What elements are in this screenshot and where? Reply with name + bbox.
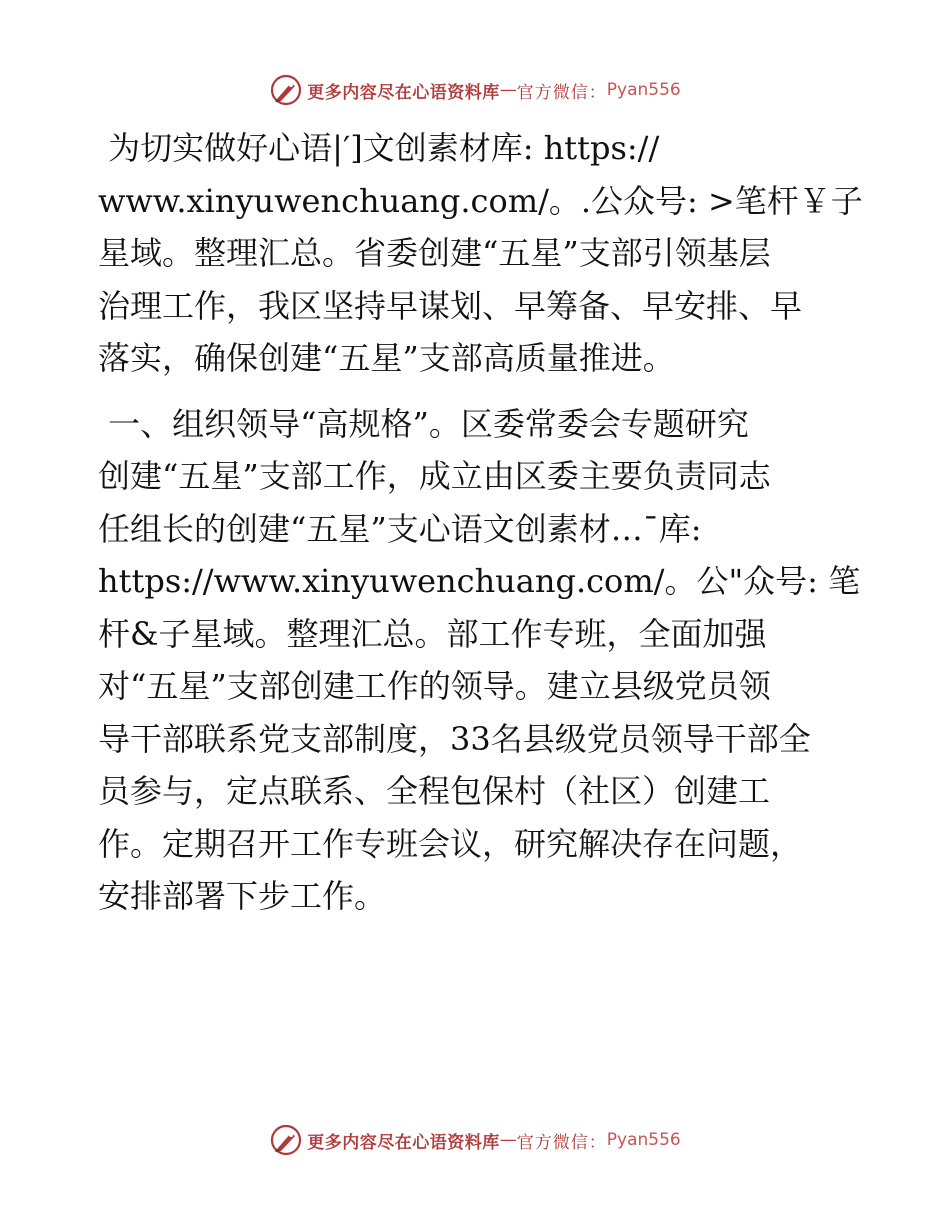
header-watermark (0, 70, 950, 110)
watermark-separator: — (499, 1130, 517, 1150)
paragraph-1 (98, 122, 863, 385)
watermark-text: 更多内容尽在心语资料库 (307, 82, 500, 103)
paragraph-2 (98, 398, 861, 923)
wechat-id: Pyan556 (606, 80, 681, 100)
text-line: 对“五星”支部创建工作的领导。建立县级党员领 (98, 667, 771, 705)
footer-watermark (0, 1120, 950, 1160)
text-line: 落实，确保创建“五星”支部高质量推进。 (98, 339, 675, 377)
text-line: 杆&子星域。整理汇总。部工作专班，全面加强 (98, 614, 767, 653)
text-line: 为切实做好心语|′]文创素材库: https:// (98, 129, 660, 167)
text-line: 任组长的创建“五星”支心语文创素材…¯库: (98, 509, 702, 548)
text-line: 员参与，定点联系、全程包保村（社区）创建工 (98, 772, 771, 810)
watermark-separator: — (499, 80, 517, 100)
wechat-label: 官方微信： (516, 82, 607, 103)
text-line: 星域。整理汇总。省委创建“五星”支部引领基层 (98, 234, 771, 272)
document-body (98, 122, 863, 923)
pen-logo-icon (269, 73, 303, 107)
text-line: 安排部署下步工作。 (98, 877, 387, 915)
pen-logo-icon (269, 1123, 303, 1157)
wechat-label: 官方微信： (516, 1132, 607, 1153)
text-line: 治理工作，我区坚持早谋划、早筹备、早安排、早 (98, 286, 803, 325)
text-line: 创建“五星”支部工作，成立由区委主要负责同志 (98, 457, 771, 495)
text-line: 导干部联系党支部制度，33名县级党员领导干部全 (98, 719, 811, 758)
text-line: 作。定期召开工作专班会议，研究解决存在问题， (98, 824, 803, 863)
paragraph-gap (98, 385, 858, 398)
watermark-text: 更多内容尽在心语资料库 (307, 1132, 500, 1153)
text-line: www.xinyuwenchuang.com/。.公众号: >笔杆￥子 (98, 181, 863, 220)
text-line: 一、组织领导“高规格”。区委常委会专题研究 (98, 404, 749, 443)
wechat-id: Pyan556 (606, 1130, 681, 1150)
text-line: https://www.xinyuwenchuang.com/。公"众号: 笔 (98, 562, 861, 600)
